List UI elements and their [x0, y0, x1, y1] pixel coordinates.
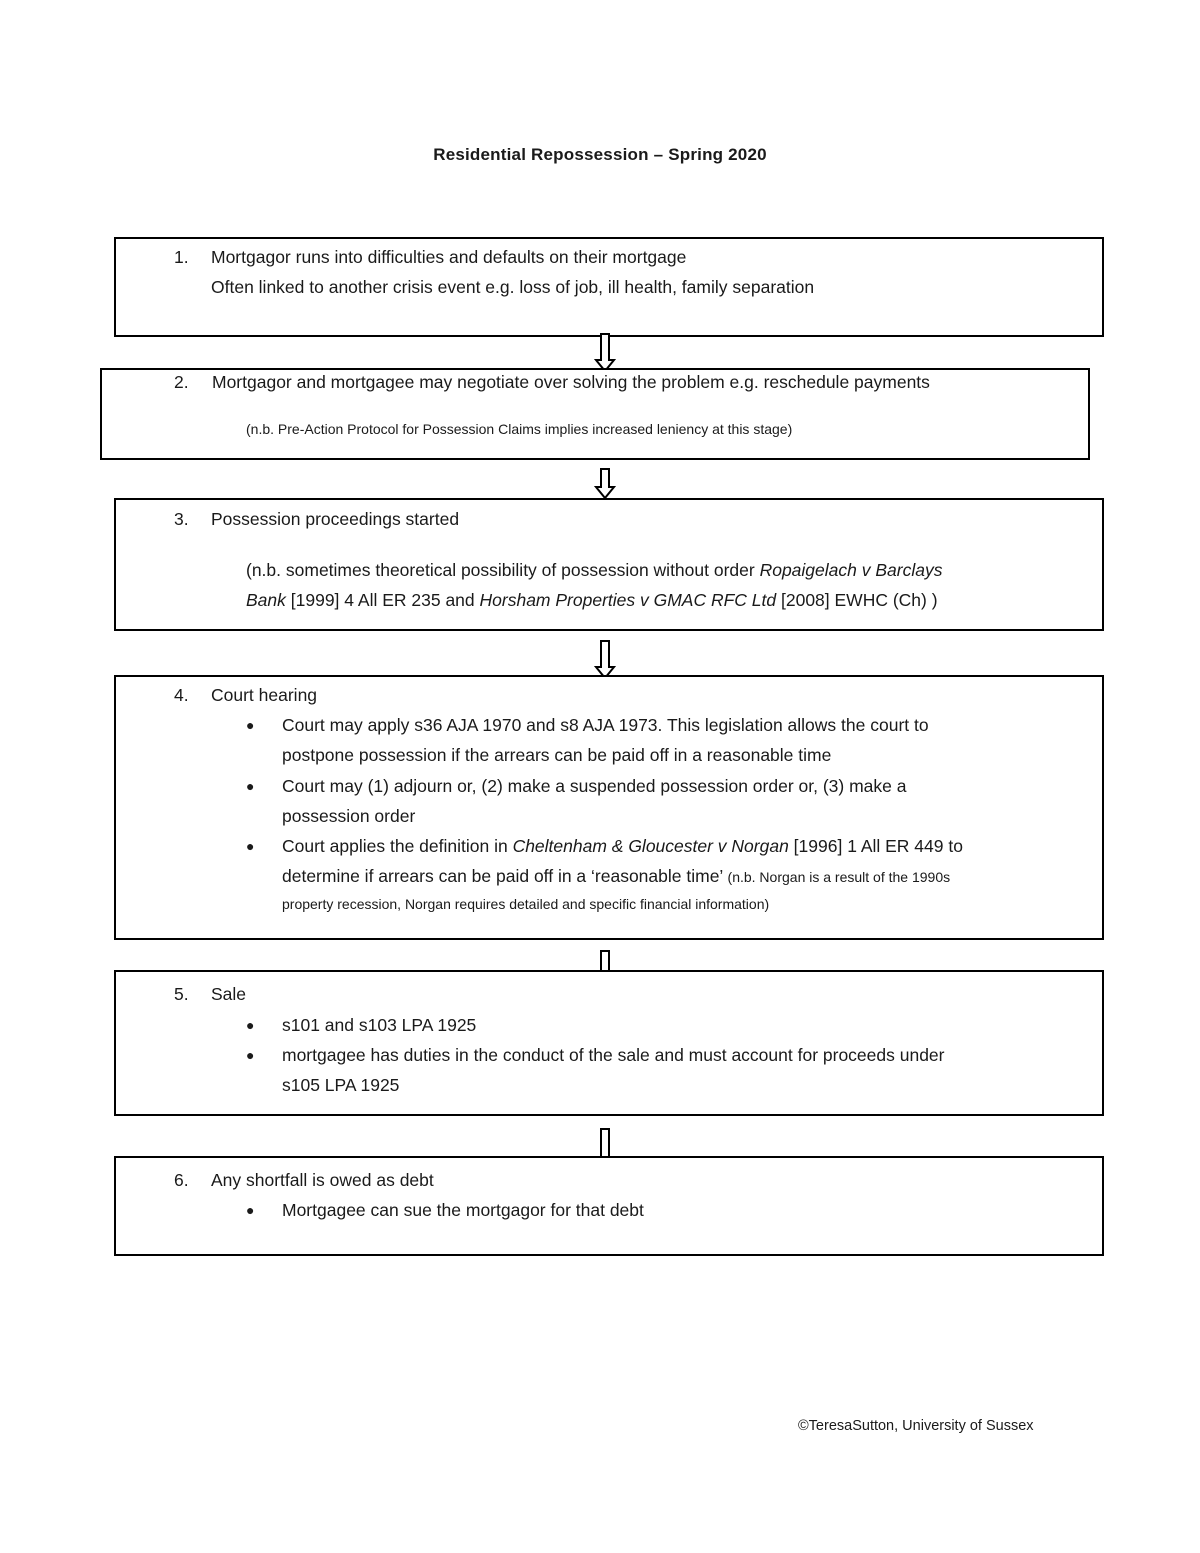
down-arrow-icon [594, 468, 616, 500]
step-note-text: [1999] 4 All ER 235 and [285, 590, 480, 610]
step-2-box [100, 368, 1090, 460]
bullet-icon: ● [246, 838, 255, 854]
step-5-box [114, 970, 1104, 1116]
step-heading: Mortgagor runs into difficulties and defaults on their mortgage [211, 247, 687, 267]
bullet-text: [1996] 1 All ER 449 to [788, 836, 963, 856]
bullet-text: Court applies the definition in [282, 836, 513, 856]
step-number: 3. [174, 509, 189, 529]
step-note: (n.b. Pre-Action Protocol for Possession Claims implies increased leniency at this stage) [246, 421, 793, 437]
step-number: 2. [174, 372, 189, 392]
bullet-icon: ● [246, 1017, 255, 1033]
bullet-text: Mortgagee can sue the mortgagor for that debt [282, 1200, 644, 1220]
step-4-box [114, 675, 1104, 940]
bullet-text: possession order [282, 806, 416, 826]
step-note-text: (n.b. sometimes theoretical possibility of possession without order [246, 560, 760, 580]
bullet-icon: ● [246, 717, 255, 733]
step-number: 5. [174, 984, 189, 1004]
case-citation: Bank [246, 590, 286, 610]
bullet-text: postpone possession if the arrears can be paid off in a reasonable time [282, 745, 832, 765]
bullet-text: determine if arrears can be paid off in a ‘reasonable time’ [282, 866, 728, 886]
page-title: Residential Repossession – Spring 2020 [433, 145, 767, 164]
step-3-box [114, 498, 1104, 631]
bullet-icon: ● [246, 778, 255, 794]
step-note-text: [2008] EWHC (Ch) ) [776, 590, 938, 610]
bullet-text: Court may (1) adjourn or, (2) make a suspended possession order or, (3) make a [282, 776, 907, 796]
bullet-note: (n.b. Norgan is a result of the 1990s [727, 869, 951, 885]
step-subtext: Often linked to another crisis event e.g. loss of job, ill health, family separation [211, 277, 815, 297]
bullet-text: Court may apply s36 AJA 1970 and s8 AJA 1973. This legislation allows the court to [282, 715, 929, 735]
bullet-text: s101 and s103 LPA 1925 [282, 1015, 477, 1035]
copyright-footer: ©TeresaSutton, University of Sussex [798, 1418, 1034, 1434]
case-citation: Horsham Properties v GMAC RFC Ltd [479, 590, 777, 610]
bullet-note: property recession, Norgan requires detailed and specific financial information) [282, 896, 770, 912]
step-heading: Any shortfall is owed as debt [211, 1170, 434, 1190]
step-heading: Mortgagor and mortgagee may negotiate over solving the problem e.g. reschedule payments [212, 372, 930, 392]
step-number: 1. [174, 247, 189, 267]
bullet-icon: ● [246, 1202, 255, 1218]
step-heading: Sale [211, 984, 247, 1004]
case-citation: Cheltenham & Gloucester v Norgan [512, 836, 789, 856]
down-arrow-icon [594, 640, 616, 680]
step-heading: Court hearing [211, 685, 318, 705]
bullet-text: s105 LPA 1925 [282, 1075, 400, 1095]
step-number: 4. [174, 685, 189, 705]
step-1-box [114, 237, 1104, 337]
step-heading: Possession proceedings started [211, 509, 460, 529]
bullet-icon: ● [246, 1047, 255, 1063]
bullet-text: mortgagee has duties in the conduct of the sale and must account for proceeds under [282, 1045, 945, 1065]
step-6-box [114, 1156, 1104, 1256]
case-citation: Ropaigelach v Barclays [759, 560, 943, 580]
step-number: 6. [174, 1170, 189, 1190]
